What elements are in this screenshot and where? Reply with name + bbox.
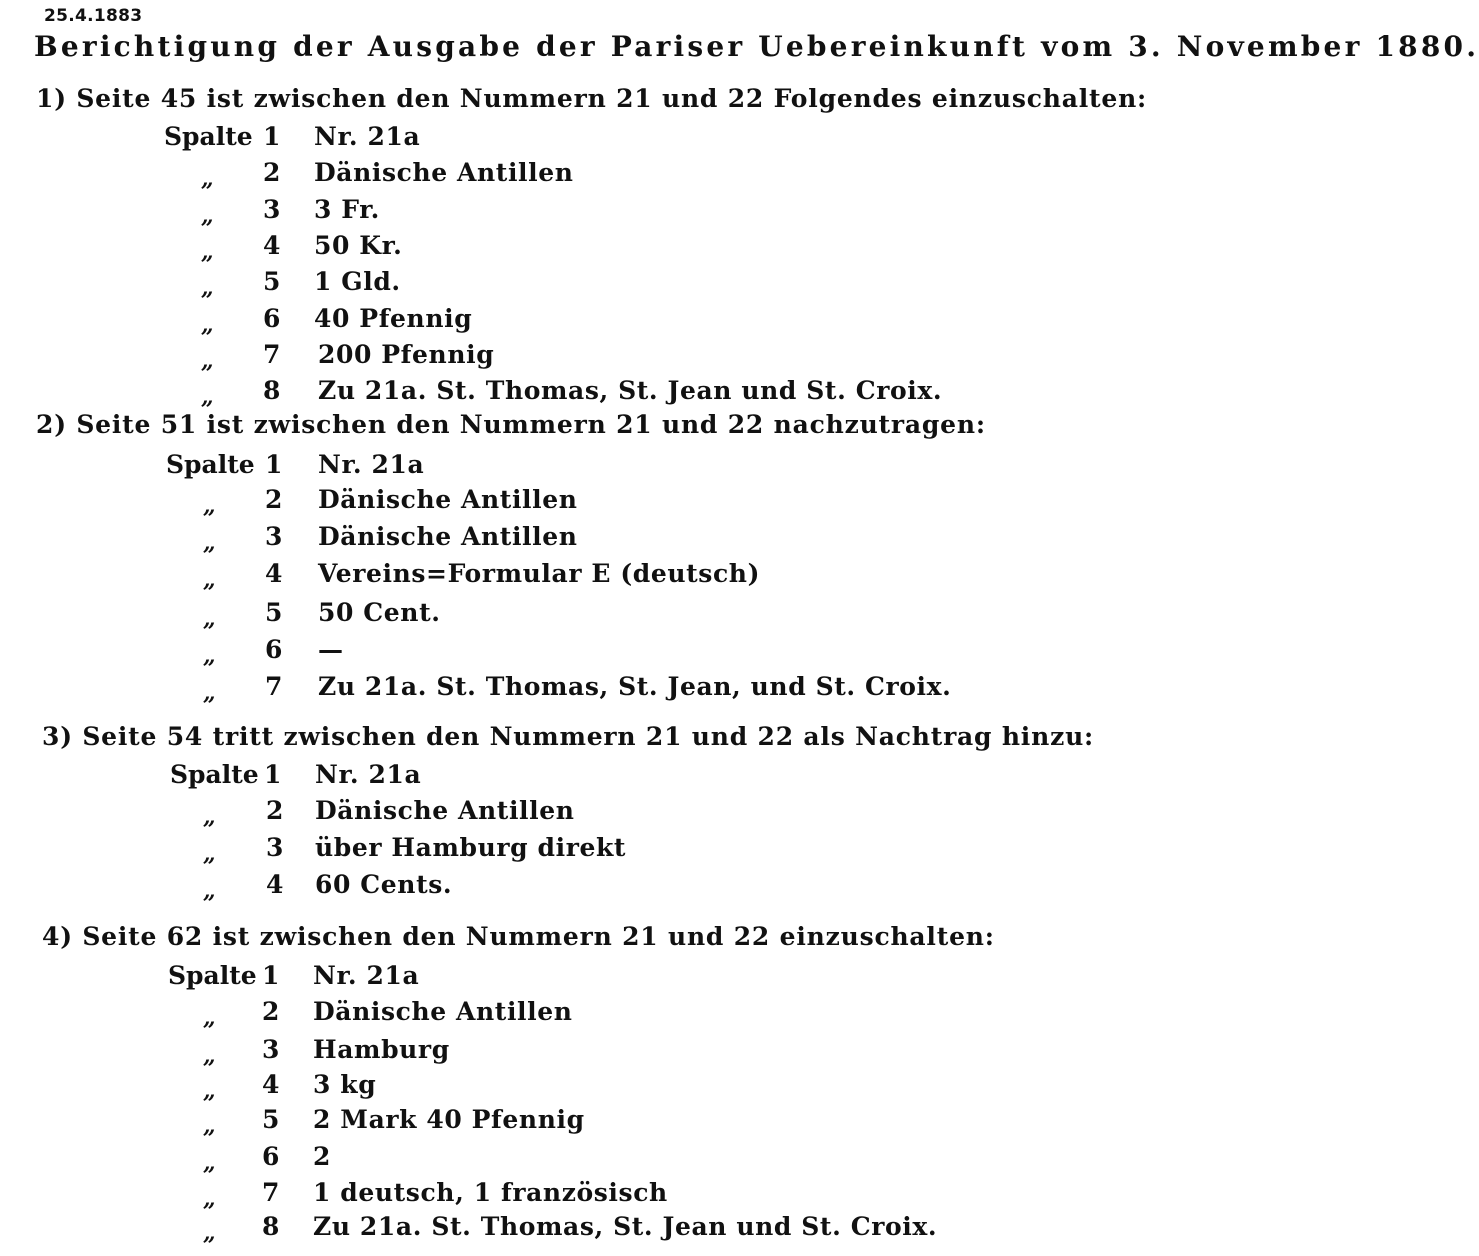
- column-value: 2 Mark 40 Pfennig: [313, 1105, 585, 1134]
- ditto-mark: „: [203, 878, 216, 904]
- ditto-mark: „: [203, 1005, 216, 1031]
- column-number: 5: [262, 1105, 280, 1134]
- column-number: 5: [263, 267, 281, 296]
- column-number: 1: [263, 122, 281, 151]
- spalte-label: Spalte: [170, 760, 259, 789]
- column-number: 3: [262, 1035, 280, 1064]
- column-number: 6: [262, 1142, 280, 1171]
- column-value: 200 Pfennig: [318, 340, 495, 369]
- column-value: 40 Pfennig: [314, 304, 473, 333]
- column-number: 4: [265, 559, 283, 588]
- ditto-mark: „: [203, 1150, 216, 1176]
- column-value: Dänische Antillen: [318, 485, 578, 514]
- column-value: Nr. 21a: [315, 760, 422, 789]
- ditto-mark: „: [203, 680, 216, 706]
- ditto-mark: „: [203, 606, 216, 632]
- column-number: 1: [265, 450, 283, 479]
- section-1-heading: 1) Seite 45 ist zwischen den Nummern 21 und 22 Folgendes einzuschalten:: [36, 84, 1148, 113]
- ditto-mark: „: [203, 841, 216, 867]
- column-number: 4: [262, 1070, 280, 1099]
- ditto-mark: „: [203, 567, 216, 593]
- ditto-mark: „: [203, 1113, 216, 1139]
- column-number: 8: [263, 376, 281, 405]
- column-value: Zu 21a. St. Thomas, St. Jean, und St. Croix.: [318, 672, 952, 701]
- column-value: 3 kg: [313, 1070, 377, 1099]
- column-value: Vereins=Formular E (deutsch): [318, 559, 761, 588]
- ditto-mark: „: [203, 643, 216, 669]
- column-value: 50 Kr.: [314, 231, 403, 260]
- column-value: Nr. 21a: [314, 122, 421, 151]
- column-value: Nr. 21a: [318, 450, 425, 479]
- column-number: 5: [265, 598, 283, 627]
- spalte-label: Spalte: [164, 122, 253, 151]
- column-number: 3: [266, 833, 284, 862]
- column-number: 2: [263, 158, 281, 187]
- column-value: 2: [313, 1142, 331, 1171]
- column-number: 4: [266, 870, 284, 899]
- column-number: 2: [262, 997, 280, 1026]
- ditto-mark: „: [203, 1078, 216, 1104]
- column-number: 1: [264, 760, 282, 789]
- ditto-mark: „: [201, 312, 214, 338]
- column-value: Dänische Antillen: [313, 997, 573, 1026]
- column-value: 1 Gld.: [314, 267, 401, 296]
- column-value: über Hamburg direkt: [315, 833, 627, 862]
- document-date: 25.4.1883: [44, 6, 143, 26]
- ditto-mark: „: [203, 804, 216, 830]
- ditto-mark: „: [201, 239, 214, 265]
- section-4-heading: 4) Seite 62 ist zwischen den Nummern 21 und 22 einzuschalten:: [42, 922, 995, 951]
- column-number: 7: [262, 1178, 280, 1207]
- column-number: 2: [266, 796, 284, 825]
- ditto-mark: „: [203, 530, 216, 556]
- column-value: Dänische Antillen: [318, 522, 578, 551]
- column-value: 50 Cent.: [318, 598, 441, 627]
- column-value: 3 Fr.: [314, 195, 380, 224]
- column-number: 3: [263, 195, 281, 224]
- section-3-heading: 3) Seite 54 tritt zwischen den Nummern 21 und 22 als Nachtrag hinzu:: [42, 722, 1095, 751]
- ditto-mark: „: [203, 493, 216, 519]
- document-title: Berichtigung der Ausgabe der Pariser Uebereinkunft vom 3. November 1880.: [34, 30, 1479, 63]
- ditto-mark: „: [203, 1043, 216, 1069]
- column-number: 7: [263, 340, 281, 369]
- spalte-label: Spalte: [166, 450, 255, 479]
- column-number: 6: [263, 304, 281, 333]
- column-number: 6: [265, 635, 283, 664]
- column-number: 3: [265, 522, 283, 551]
- section-2-heading: 2) Seite 51 ist zwischen den Nummern 21 und 22 nachzutragen:: [36, 410, 986, 439]
- column-value: Nr. 21a: [313, 961, 420, 990]
- ditto-mark: „: [201, 275, 214, 301]
- ditto-mark: „: [201, 203, 214, 229]
- ditto-mark: „: [203, 1186, 216, 1212]
- column-number: 7: [265, 672, 283, 701]
- ditto-mark: „: [203, 1220, 216, 1246]
- column-value: Hamburg: [313, 1035, 450, 1064]
- column-number: 1: [262, 961, 280, 990]
- column-value: —: [318, 635, 344, 664]
- column-value: Dänische Antillen: [315, 796, 575, 825]
- spalte-label: Spalte: [168, 961, 257, 990]
- ditto-mark: „: [201, 384, 214, 410]
- column-value: Dänische Antillen: [314, 158, 574, 187]
- ditto-mark: „: [201, 166, 214, 192]
- column-number: 8: [262, 1212, 280, 1241]
- column-number: 4: [263, 231, 281, 260]
- column-value: 1 deutsch, 1 französisch: [313, 1178, 668, 1207]
- column-value: Zu 21a. St. Thomas, St. Jean und St. Croix.: [313, 1212, 938, 1241]
- column-value: 60 Cents.: [315, 870, 453, 899]
- column-value: Zu 21a. St. Thomas, St. Jean und St. Croix.: [318, 376, 943, 405]
- column-number: 2: [265, 485, 283, 514]
- ditto-mark: „: [201, 348, 214, 374]
